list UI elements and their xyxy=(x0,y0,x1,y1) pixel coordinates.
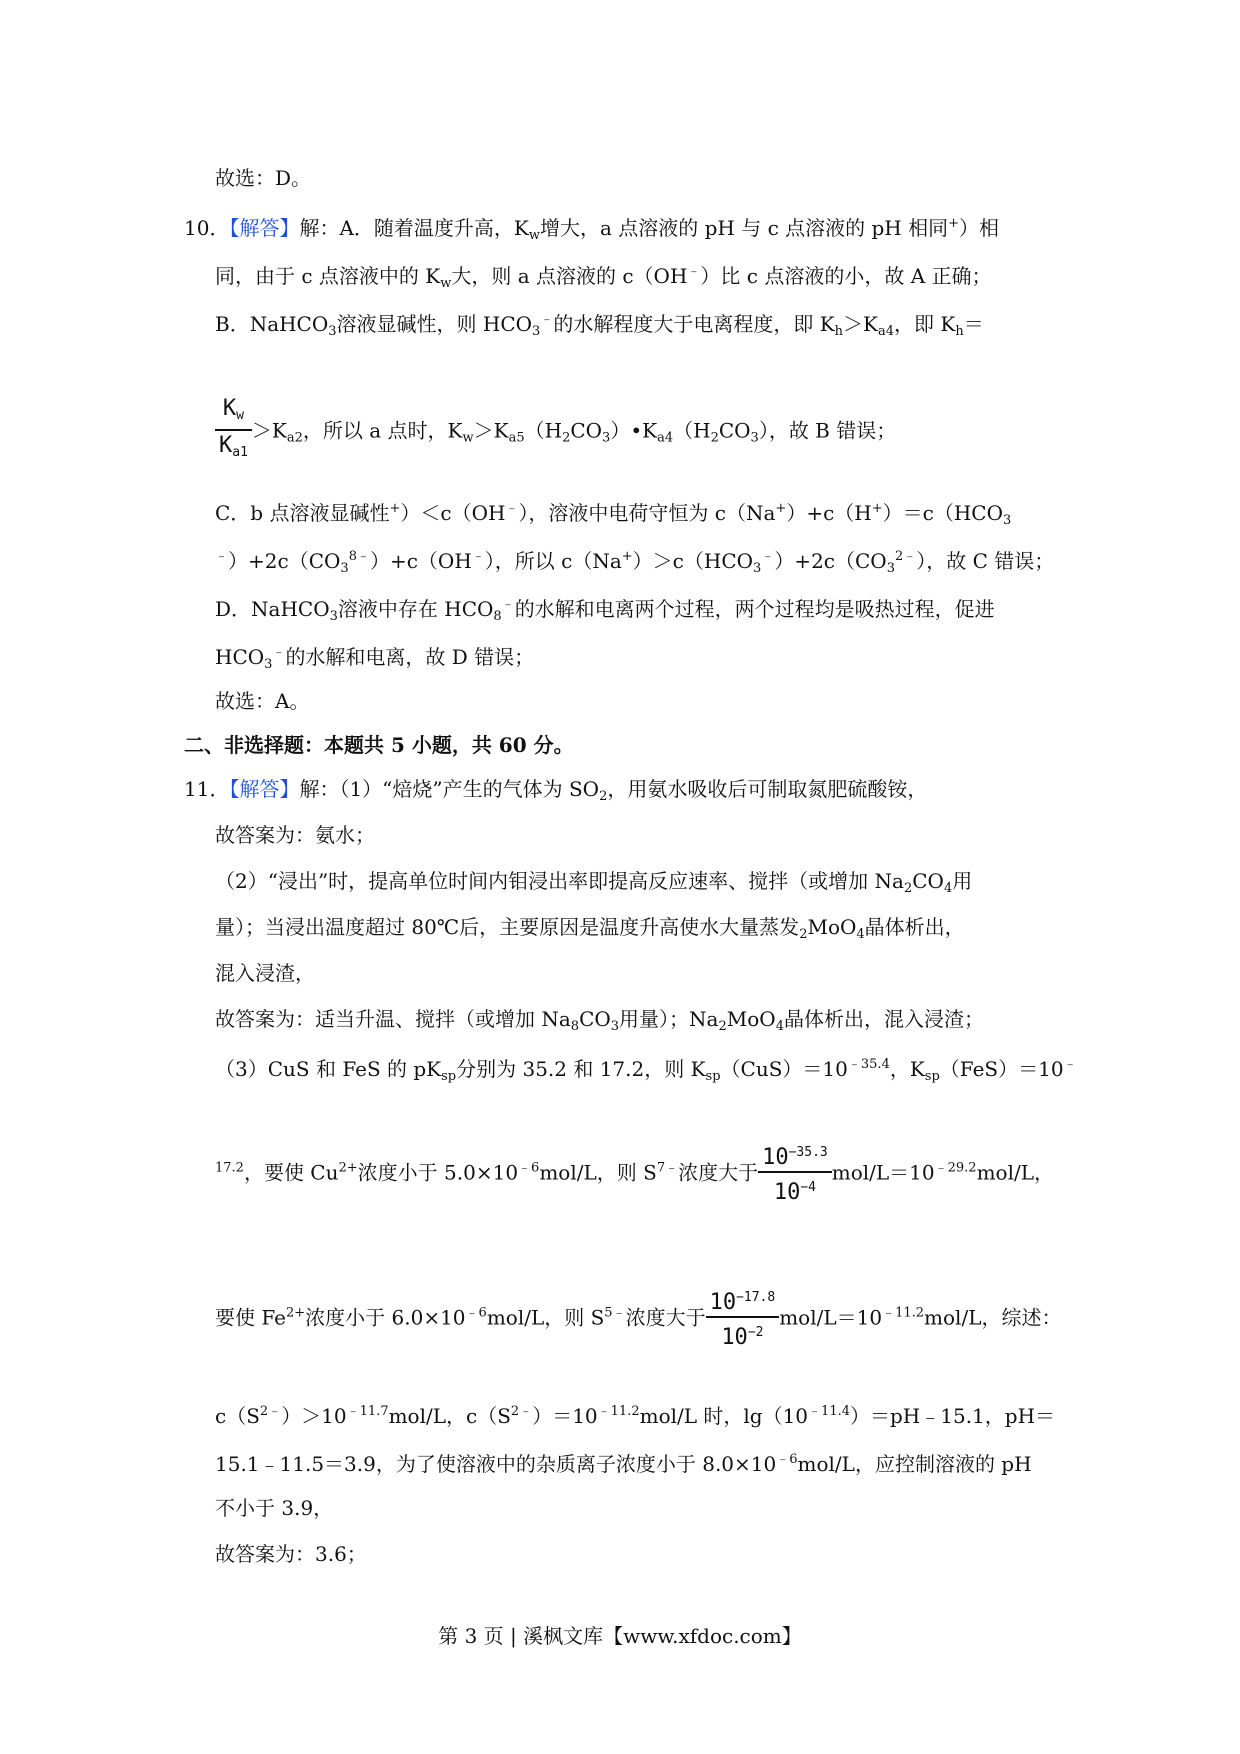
page-footer: 第 3 页 | 溪枫文库【www.xfdoc.com】 xyxy=(438,1624,802,1648)
question-number: 11． xyxy=(184,777,230,801)
q10-line-2: 同，由于 c 点溶液中的 $K_w$大，则 a 点溶液的 c（OH﹣）比 c 点溶液的小，故 A 正确； xyxy=(215,264,992,291)
q11-line-12: 不小于 3.9， xyxy=(215,1496,334,1520)
question-number: 10． xyxy=(184,216,230,240)
q11-line-3: （2）“浸出”时，提高单位时间内钼浸出率即提高反应速率、搅拌（或增加 $Na_2CO_4$用 xyxy=(215,869,973,896)
fe-s-concentration-fraction: $\frac{10^{-17.8}}{10^{-2}}$ xyxy=(706,1285,780,1353)
q11-line-4: 量）；当浸出温度超过 80℃后，主要原因是温度升高使水大量蒸发$_2$MoO$_4$晶体析出， xyxy=(215,915,965,942)
answer-tag: 【解答】 xyxy=(229,777,300,801)
q10-line-7: D．NaHCO$_3$溶液中存在 $HCO_8^﹣$的水解和电离两个过程，两个过程均是吸热过程，促进 xyxy=(215,597,995,624)
q10-line-6: $^﹣)+2c(CO_3^{8﹣})+c(OH^﹣)$，所以 $c(Na^+)>c(HCO_3^﹣)+2c(CO_3^{2﹣})$，故 C 错误； xyxy=(215,549,1055,576)
section-heading: 二、非选择题：本题共 5 小题，共 60 分。 xyxy=(184,733,574,757)
q11-line-10: $c(S^{2﹣})>10^{﹣11.7}mol/L$，$c(S^{2﹣})=10^{﹣11.2}mol/L$ 时，$\lg(10^{﹣11.4})=pH﹣15.1$，pH＝ xyxy=(215,1404,1056,1428)
q11-line-7: （3）CuS 和 FeS 的 $pK_{sp}$分别为 35.2 和 17.2，则 $K_{sp}(CuS)=10^{﹣35.4}$，$K_{sp}(FeS)=10^﹣$ xyxy=(215,1057,1077,1084)
q11-line-11: 15.1﹣11.5＝3.9，为了使溶液中的杂质离子浓度小于 $8.0\times 10^{﹣6}mol/L$，应控制溶液的 pH xyxy=(215,1452,1032,1476)
q11-line-8: $^{17.2}$，要使 $Cu^{2+}$浓度小于 $5.0\times 10^{﹣6}mol/L$，则 $S^{7﹣}$浓度大于 $\frac{10^{-35.3}}{10^{-4}}$ mol/$L=10^{﹣29.2}mol/L$， xyxy=(215,1140,1054,1208)
q11-line-1: 11．【解答】解：（1）“焙烧”产生的气体为 $SO_2$，用氨水吸收后可制取氮肥硫酸铵， xyxy=(184,777,928,804)
line-choice-d: 故选：D。 xyxy=(215,166,312,190)
q10-line-4: $\frac{K_w}{K_{a1}}$ $>K_{a2}$，所以 a 点时，$K_w>K_{a5}(H_2CO_3)•K_{a4}(H_2CO_3)$，故 B 错误； xyxy=(215,396,896,468)
q11-line-2: 故答案为：氨水； xyxy=(215,823,375,847)
answer-tag: 【解答】 xyxy=(229,216,300,240)
q11-line-13: 故答案为：3.6； xyxy=(215,1542,367,1566)
q11-line-5: 混入浸渣， xyxy=(215,961,315,985)
q10-line-5: C．b 点溶液显碱性+）＜c（OH﹣），溶液中电荷守恒为 $c(Na^+)+c(H^+)=c(HCO_3$ xyxy=(215,501,1012,528)
cu-s-concentration-fraction: $\frac{10^{-35.3}}{10^{-4}}$ xyxy=(758,1140,832,1208)
q10-line-1: 10．【解答】解：A．随着温度升高，$K_w$增大，a 点溶液的 pH 与 c 点溶液的 pH 相同+）相 xyxy=(184,216,1000,243)
line-choice-a: 故选：A。 xyxy=(215,689,310,713)
q10-line-3: B．NaHCO$_3$溶液显碱性，则 $HCO_3^﹣$的水解程度大于电离程度，即 $K_h>K_{a4}$，即 $K_h=$ xyxy=(215,312,984,339)
q10-line-8: $HCO_3^﹣$的水解和电离，故 D 错误； xyxy=(215,645,535,672)
q11-line-6: 故答案为：适当升温、搅拌（或增加 $Na_8CO_3$用量）；$Na_2MoO_4$晶体析出，混入浸渣； xyxy=(215,1007,984,1034)
kw-over-ka1-fraction: $\frac{K_w}{K_{a1}}$ xyxy=(215,396,252,468)
q11-line-9: 要使 $Fe^{2+}$浓度小于 $6.0\times 10^{﹣6}mol/L$，则 $S^{5﹣}$浓度大于 $\frac{10^{-17.8}}{10^{-2}}$ mol/$L=10^{﹣11.2}mol/L$，综述： xyxy=(215,1285,1061,1353)
